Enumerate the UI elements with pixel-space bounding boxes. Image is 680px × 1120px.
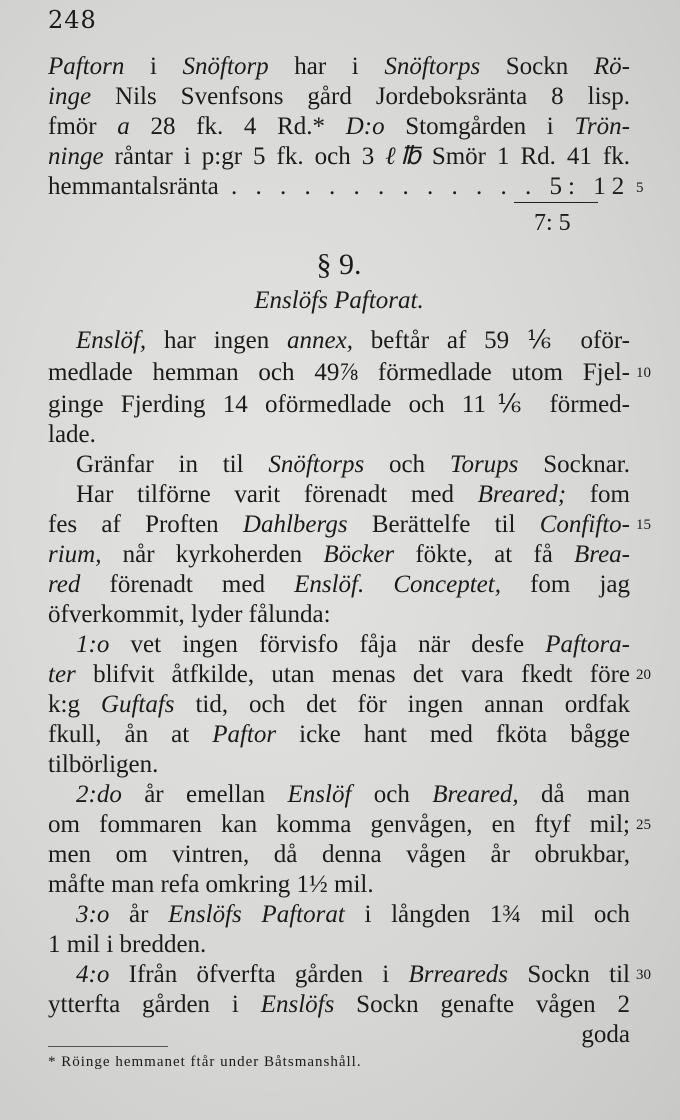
text-line (48, 660, 630, 690)
text-line (48, 358, 630, 388)
text-line (48, 600, 630, 630)
text-line (48, 930, 630, 960)
italic-text: Paftorn (48, 53, 125, 80)
italic-text: Torups (449, 451, 519, 478)
sum-rule (514, 202, 598, 203)
italic-text: Trön- (574, 113, 630, 140)
text: k:g (48, 691, 101, 718)
italic-text: ℓ℔ (385, 143, 421, 170)
text: beftår af 59 ⅙ oför- (353, 327, 630, 354)
text-line (48, 780, 630, 810)
text-line (48, 112, 630, 142)
text: fökte, at få (394, 541, 574, 568)
text: tilbörligen. (48, 751, 159, 778)
text (364, 571, 393, 598)
italic-text: a (117, 113, 130, 140)
text: fkull, ån at (48, 721, 213, 748)
text: Berättelfe til (347, 511, 540, 538)
italic-text: Guftafs (100, 691, 175, 718)
text: Ifrån öfverfta gården i (109, 961, 409, 988)
margin-line-number: 30 (636, 967, 651, 983)
text-line (48, 630, 630, 660)
italic-text: D:o (345, 113, 385, 140)
text: tid, och det för ingen annan ordfak (174, 691, 630, 718)
text: vet ingen förvisfo fåja när desfe (109, 631, 546, 658)
italic-text: Confifto- (539, 511, 630, 538)
text: fom (566, 481, 631, 508)
text-line (48, 690, 630, 720)
text: om fommaren kan komma genvågen, en ftyf mil; (48, 811, 630, 838)
text-line (48, 82, 630, 112)
footnote: * Röinge hemmanet ftår under Båtsmanshåll. (48, 1054, 362, 1070)
margin-line-number: 10 (636, 365, 651, 381)
text-line (48, 750, 630, 780)
text-line (48, 480, 630, 510)
margin-line-number: 25 (636, 817, 651, 833)
text: Har tilförne varit förenadt med (76, 481, 478, 508)
text: år emellan (121, 781, 288, 808)
italic-text: Enslöf, (76, 327, 147, 354)
text: icke hant med fköta bågge (276, 721, 630, 748)
text: når kyrkoherden (101, 541, 324, 568)
leader-dots: . . . . . . . . . . . . . 5: 12 (218, 173, 631, 200)
text: i långden 1¾ mil och (344, 901, 630, 928)
text-line (48, 990, 630, 1020)
text-line (48, 172, 630, 202)
italic-text: Enslöfs (260, 991, 335, 1018)
text: har i (268, 53, 385, 80)
italic-text: rium, (48, 541, 102, 568)
text: har ingen (146, 327, 288, 354)
text: Socknar. (518, 451, 630, 478)
text: ytterfta gården i (48, 991, 261, 1018)
text: råntar i p:gr 5 fk. och 3 (103, 143, 386, 170)
text-line (48, 390, 630, 420)
italic-text: 2:do (76, 781, 122, 808)
text: och (351, 781, 433, 808)
text: ginge Fjerding 14 oförmedlade och 11⅙ förmed- (48, 391, 630, 418)
text: Stomgården i (384, 113, 575, 140)
text: Sockn (480, 53, 594, 80)
text-line (48, 52, 630, 82)
text: i (124, 53, 183, 80)
text: blifvit åtfkilde, utan menas det vara fkedt före (75, 661, 630, 688)
italic-text: inge (48, 83, 92, 110)
italic-text: ter (48, 661, 76, 688)
text: och (364, 451, 450, 478)
text-line (48, 510, 630, 540)
text: 1 mil i bredden. (48, 931, 207, 958)
text: förenadt med (80, 571, 295, 598)
text-line (48, 810, 630, 840)
margin-line-number: 15 (636, 517, 651, 533)
italic-text: Snöftorps (384, 53, 481, 80)
page-number: 248 (48, 6, 97, 34)
text: öfverkommit, lyder fålunda: (48, 601, 331, 628)
text-line (48, 450, 630, 480)
italic-text: Brreareds (408, 961, 509, 988)
italic-text: Breared; (477, 481, 567, 508)
italic-text: Böcker (323, 541, 395, 568)
text-line (48, 900, 630, 930)
text: 28 fk. 4 Rd.* (129, 113, 346, 140)
italic-text: 1:o (76, 631, 110, 658)
text-line (48, 570, 630, 600)
italic-text: Enslöf (287, 781, 352, 808)
italic-text: Snöftorps (268, 451, 365, 478)
section-title: Enslöfs Paftorat. (254, 287, 424, 314)
text: Smör 1 Rd. 41 fk. (420, 143, 630, 170)
text: måfte man refa omkring 1½ mil. (48, 871, 374, 898)
text-line (48, 870, 630, 900)
text: Nils Svenfsons gård Jordeboksränta 8 lisp. (91, 83, 630, 110)
text-line (48, 840, 630, 870)
text-line (48, 960, 630, 990)
text-line (48, 326, 630, 356)
text-line (48, 540, 630, 570)
section-heading (48, 250, 630, 280)
text: år (109, 901, 169, 928)
italic-text: Breared, (432, 781, 519, 808)
text: goda (581, 1021, 630, 1048)
margin-line-number: 5 (636, 180, 644, 196)
text-line (48, 142, 630, 172)
italic-text: Paftor (212, 721, 277, 748)
text: fes af Proften (48, 511, 243, 538)
text: men om vintren, då denna vågen år obrukbar, (48, 841, 630, 868)
italic-text: Enslöf. (294, 571, 365, 598)
text-line (48, 720, 630, 750)
margin-line-number: 20 (636, 667, 651, 683)
italic-text: ninge (48, 143, 104, 170)
text: fom jag (500, 571, 630, 598)
section-heading-text: § 9. (316, 248, 362, 281)
text: Gränfar in til (76, 451, 269, 478)
text: fmör (48, 113, 118, 140)
text: hemmantalsränta (48, 173, 219, 200)
italic-text: Rö- (593, 53, 630, 80)
italic-text: 3:o (76, 901, 110, 928)
italic-text: red (48, 571, 81, 598)
italic-text: Paftora- (545, 631, 630, 658)
italic-text: annex, (287, 327, 353, 354)
italic-text: Brea- (574, 541, 630, 568)
footnote-rule (48, 1046, 168, 1047)
italic-text: 4:o (76, 961, 110, 988)
italic-text: Enslöfs Paftorat (168, 901, 345, 928)
text: medlade hemman och 49⅞ förmedlade utom Fjel- (48, 359, 630, 386)
italic-text: Dahlbergs (242, 511, 348, 538)
text: Sockn genafte vågen 2 (334, 991, 630, 1018)
text: Sockn til (508, 961, 630, 988)
text: lade. (48, 421, 96, 448)
sum-total: 7: 5 (534, 210, 571, 236)
text-line (48, 420, 630, 450)
italic-text: Snöftorp (182, 53, 269, 80)
italic-text: Conceptet, (393, 571, 501, 598)
text: då man (518, 781, 630, 808)
